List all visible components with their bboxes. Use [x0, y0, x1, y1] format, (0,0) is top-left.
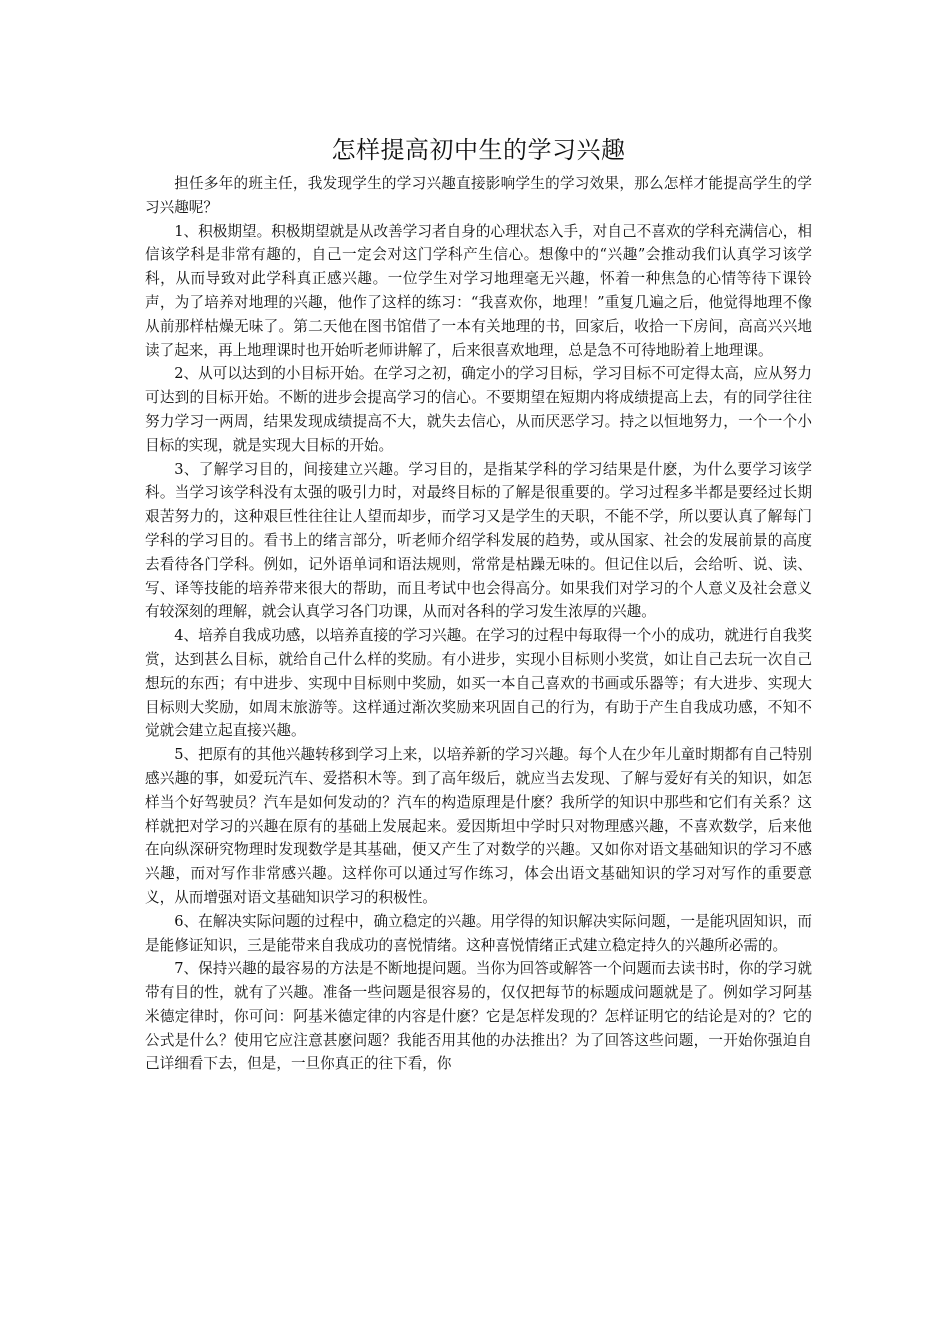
paragraph-2: 2、从可以达到的小目标开始。在学习之初，确定小的学习目标，学习目标不可定得太高，应从努力可达到的目标开始。不断的进步会提高学习的信心。不要期望在短期内将成绩提高上去，有的同学往往努力学习一两周，结果发现成绩提高不大，就失去信心，从而厌恶学习。持之以恒地努力，一个一个小目标的实现，就是实现大目标的开始。 — [145, 365, 812, 454]
document-page — [145, 128, 812, 1076]
paragraph-3: 3、了解学习目的，间接建立兴趣。学习目的，是指某学科的学习结果是什麽，为什么要学习该学科。当学习该学科没有太强的吸引力时，对最终目标的了解是很重要的。学习过程多半都是要经过长期艰苦努力的，这种艰巨性往往让人望而却步，而学习又是学生的天职，不能不学，所以要认真了解每门学科的学习目的。看书上的绪言部分，听老师介绍学科发展的趋势，或从国家、社会的发展前景的高度去看待各门学科。例如，记外语单词和语法规则，常常是枯躁无味的。但记住以后，会给听、说、读、写、译等技能的培养带来很大的帮助，而且考试中也会得高分。如果我们对学习的个人意义及社会意义有较深刻的理解，就会认真学习各门功课，从而对各科的学习发生浓厚的兴趣。 — [145, 460, 812, 621]
paragraph-7: 7、保持兴趣的最容易的方法是不断地提问题。当你为回答或解答一个问题而去读书时，你的学习就带有目的性，就有了兴趣。准备一些问题是很容易的，仅仅把每节的标题成问题就是了。例如学习阿基米德定律时，你可问：阿基米德定律的内容是什麽？它是怎样发现的？怎样证明它的结论是对的？它的公式是什么？使用它应注意甚麽问题？我能否用其他的办法推出？为了回答这些问题，一开始你强迫自己详细看下去，但是，一旦你真正的往下看，你 — [145, 960, 812, 1073]
paragraph-5: 5、把原有的其他兴趣转移到学习上来，以培养新的学习兴趣。每个人在少年儿童时期都有自己特别感兴趣的事，如爱玩汽车、爱搭积木等。到了高年级后，就应当去发现、了解与爱好有关的知识，如怎样当个好驾驶员？汽车是如何发动的？汽车的构造原理是什麽？我所学的知识中那些和它们有关系？这样就把对学习的兴趣在原有的基础上发展起来。爱因斯坦中学时只对物理感兴趣，不喜欢数学，后来他在向纵深研究物理时发现数学是其基础，便又产生了对数学的兴趣。又如你对语文基础知识的学习不感兴趣，而对写作非常感兴趣。这样你可以通过写作练习，体会出语文基础知识的学习对写作的重要意义，从而增强对语文基础知识学习的积极性。 — [145, 746, 812, 906]
paragraph-6: 6、在解决实际问题的过程中，确立稳定的兴趣。用学得的知识解决实际问题，一是能巩固知识，而是能修证知识，三是能带来自我成功的喜悦情绪。这种喜悦情绪正式建立稳定持久的兴趣所必需的。 — [145, 912, 812, 954]
document-title: 怎样提高初中生的学习兴趣 — [331, 136, 626, 164]
paragraph-4: 4、培养自我成功感，以培养直接的学习兴趣。在学习的过程中每取得一个小的成功，就进行自我奖赏，达到甚么目标，就给自己什么样的奖励。有小进步，实现小目标则小奖赏，如让自己去玩一次自己想玩的东西；有中进步、实现中目标则中奖励，如买一本自己喜欢的书画或乐器等；有大进步、实现大目标则大奖励，如周末旅游等。这样通过渐次奖励来巩固自己的行为，有助于产生自我成功感，不知不觉就会建立起直接兴趣。 — [145, 627, 812, 740]
paragraph-1: 1、积极期望。积极期望就是从改善学习者自身的心理状态入手，对自己不喜欢的学科充满信心，相信该学科是非常有趣的，自己一定会对这门学科产生信心。想像中的“兴趣”会推动我们认真学习该学科，从而导致对此学科真正感兴趣。一位学生对学习地理毫无兴趣，怀着一种焦急的心情等待下课铃声，为了培养对地理的兴趣，他作了这样的练习：“我喜欢你，地理！”重复几遍之后，他觉得地理不像从前那样枯燥无味了。第二天他在图书馆借了一本有关地理的书，回家后，收拾一下房间，高高兴兴地读了起来，再上地理课时也开始听老师讲解了，后来很喜欢地理，总是急不可待地盼着上地理课。 — [145, 222, 812, 359]
paragraph-intro: 担任多年的班主任，我发现学生的学习兴趣直接影响学生的学习效果，那么怎样才能提高学生的学习兴趣呢？ — [145, 175, 812, 216]
